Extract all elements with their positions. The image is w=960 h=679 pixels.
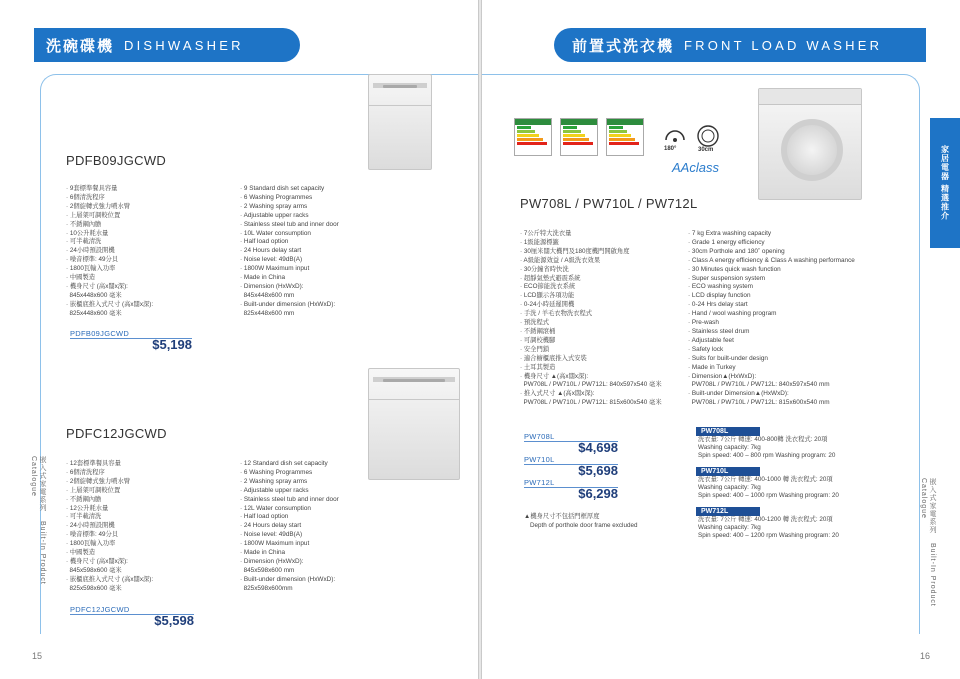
page-number: 15	[32, 651, 43, 661]
banner-title-zh: 洗碗碟機	[46, 37, 115, 55]
spec-item: · 不銹鋼內膽	[66, 221, 231, 230]
spec-item: PW708L / PW710L / PW712L: 815x600x540 毫米	[523, 399, 662, 407]
price-model-label: PW708L	[524, 432, 555, 441]
variant-line-2: Spin speed: 400 – 1200 rpm Washing program: 20	[698, 532, 839, 539]
price-value: $6,298	[578, 486, 618, 501]
price-tag	[524, 432, 618, 455]
spec-item: · 24 Hours delay start	[240, 522, 420, 531]
catalogue-side-text	[920, 478, 937, 628]
spec-item: · Noise level: 49dB(A)	[240, 531, 420, 540]
spec-item: · Super suspension system	[688, 275, 888, 284]
price-value: $5,698	[578, 463, 618, 478]
banner-title-en: FRONT LOAD WASHER	[684, 37, 883, 53]
spec-item: · 9套標準餐具容量	[66, 185, 231, 194]
spec-item: · 2個旋轉式強力噴水臂	[66, 203, 231, 212]
spec-item: · Suits for built-under design	[688, 355, 888, 364]
variant-line-1: Washing capacity: 7kg	[698, 444, 761, 451]
spec-item: · 30 Minutes quick wash function	[688, 266, 888, 275]
variant-line-2: Spin speed: 400 – 1000 rpm Washing program: 20	[698, 492, 839, 499]
spec-item: · 手洗 / 羊毛衣物洗衣程式	[520, 310, 700, 319]
model-title: PDFB09JGCWD	[66, 153, 167, 168]
spec-item: · 1800W Maximum input	[240, 540, 420, 549]
spec-item: · Dimension (HxWxD):	[240, 558, 420, 567]
spec-item: · Adjustable upper racks	[240, 212, 420, 221]
category-banner	[554, 28, 926, 62]
spec-item: · 2 Washing spray arms	[240, 478, 420, 487]
spec-item: · 適合櫥櫃底推入式安裝	[520, 355, 700, 364]
spec-item: · 可半載清洗	[66, 513, 231, 522]
page-number: 16	[920, 651, 931, 661]
footnote-en: Depth of porthole door frame excluded	[530, 522, 638, 529]
spec-item: · 6個清洗程序	[66, 469, 231, 478]
side-text-zh: 嵌入式家電系列	[929, 478, 936, 534]
spec-item: · 7公斤特大洗衣量	[520, 230, 700, 239]
variant-line-zh: 洗衣量: 7公斤 轉速: 400-800轉 洗衣程式: 20項	[698, 436, 828, 443]
spec-item: · 上層架可調較位置	[66, 212, 231, 221]
spec-item: · Pre-wash	[688, 319, 888, 328]
spec-item: · 6 Washing Programmes	[240, 194, 420, 203]
spec-item: · 不銹鋼滾桶	[520, 328, 700, 337]
price-value: $5,198	[152, 337, 192, 352]
spec-list-en	[240, 185, 420, 319]
spec-item: PW708L / PW710L / PW712L: 840x597x540 毫米	[523, 381, 662, 389]
banner-title-en: DISHWASHER	[124, 37, 244, 53]
spec-item: · ECO washing system	[688, 283, 888, 292]
variant-line-1: Washing capacity: 7kg	[698, 484, 761, 491]
spec-list-zh	[520, 230, 700, 408]
spec-item: · 0-24 Hrs delay start	[688, 301, 888, 310]
spec-item: · LCD顯示各項功能	[520, 292, 700, 301]
price-model-label: PDFB09JGCWD	[70, 329, 130, 338]
spec-item: · 安全門鎖	[520, 346, 700, 355]
spec-item: 825x598x600mm	[243, 584, 293, 592]
spec-item: · Half load option	[240, 238, 420, 247]
spec-item: · 嵌櫃底推入式尺寸 (高x闊x深):	[66, 576, 231, 585]
porthole-icon	[696, 124, 720, 148]
spec-item: · 中國製造	[66, 549, 231, 558]
side-category-tab: 家居電器 精選推介	[930, 118, 960, 248]
spec-item: · 中國製造	[66, 274, 231, 283]
spec-item: · A級能源效益 / A級洗衣效果	[520, 257, 700, 266]
spec-item: · 24小時預設開機	[66, 522, 231, 531]
energy-label-image	[606, 118, 644, 156]
spec-item: · 推入式尺寸 ▲(高x闊x深):	[520, 390, 700, 399]
spec-list-en	[240, 460, 420, 594]
spec-item: · Grade 1 energy efficiency	[688, 239, 888, 248]
spec-item: · 土耳其製造	[520, 364, 700, 373]
spec-item: · 1800瓦輸入功率	[66, 265, 231, 274]
price-value: $4,698	[578, 440, 618, 455]
spec-item: · 機身尺寸 (高x闊x深):	[66, 558, 231, 567]
variant-header: PW712L	[696, 507, 760, 516]
spec-item: · 機身尺寸 (高x闊x深):	[66, 283, 231, 292]
model-title: PW708L / PW710L / PW712L	[520, 196, 698, 211]
spec-item: · Noise level: 49dB(A)	[240, 256, 420, 265]
spec-item: · 12L Water consumption	[240, 505, 420, 514]
spec-item: · 噪音標準: 49分貝	[66, 256, 231, 265]
spec-list-en	[688, 230, 888, 408]
spec-item: · 12套標準餐具容量	[66, 460, 231, 469]
dishwasher-image-1	[368, 74, 432, 170]
variant-line-zh: 洗衣量: 7公斤 轉速: 400-1000 轉 洗衣程式: 20項	[698, 476, 833, 483]
spec-item: · 30厘米闊大機門及180度機門開啟角度	[520, 248, 700, 257]
spec-item: · Half load option	[240, 513, 420, 522]
variant-spec-box	[696, 507, 886, 540]
spec-item: · 6個清洗程序	[66, 194, 231, 203]
price-tag	[70, 329, 192, 352]
price-model-label: PDFC12JGCWD	[70, 605, 130, 614]
price-model-label: PW710L	[524, 455, 555, 464]
variant-header: PW710L	[696, 467, 760, 476]
energy-label-image	[514, 118, 552, 156]
model-title: PDFC12JGCWD	[66, 426, 167, 441]
spec-item: · 30cm Porthole and 180˚ opening	[688, 248, 888, 257]
spec-item: · Made in Turkey	[688, 364, 888, 373]
spec-item: · 2個旋轉式強力噴水臂	[66, 478, 231, 487]
spec-item: · 0-24小時延遲開機	[520, 301, 700, 310]
spec-item: · Stainless steel tub and inner door	[240, 221, 420, 230]
banner-title-zh: 前置式洗衣機	[572, 37, 675, 55]
spec-item: · 1級能源標籤	[520, 239, 700, 248]
spec-item: · 30分鐘省時快洗	[520, 266, 700, 275]
side-text-en: Built-In Product Catalogue	[30, 456, 46, 585]
spec-item: · 不銹鋼內膽	[66, 496, 231, 505]
spec-item: 825x448x600 毫米	[69, 309, 122, 317]
spec-item: · 機身尺寸 ▲(高x闊x深):	[520, 373, 700, 382]
spec-item: · 1800W Maximum input	[240, 265, 420, 274]
spec-item: · 1800瓦輸入功率	[66, 540, 231, 549]
spec-item: 845x448x600 毫米	[69, 291, 122, 299]
aa-class-badge: AAclass	[672, 160, 719, 175]
spec-item: · Built-under dimension (HxWxD):	[240, 301, 420, 310]
spec-item: 845x598x600 mm	[243, 566, 295, 574]
porthole-label: 30cm	[698, 147, 714, 153]
spec-item: · Stainless steel tub and inner door	[240, 496, 420, 505]
spec-item: · 24 Hours delay start	[240, 247, 420, 256]
spec-item: · 10公升耗水量	[66, 230, 231, 239]
spec-item: · 24小時預設開機	[66, 247, 231, 256]
energy-label-image	[560, 118, 598, 156]
right-page	[482, 0, 960, 679]
category-banner	[34, 28, 300, 62]
spec-item: · Hand / wool washing program	[688, 310, 888, 319]
variant-spec-box	[696, 467, 886, 500]
side-text-en: Built-In Product Catalogue	[920, 478, 936, 607]
price-tag	[70, 605, 194, 628]
spec-item: · 超靜氣墊式避震系統	[520, 275, 700, 284]
spec-item: · 2 Washing spray arms	[240, 203, 420, 212]
footnote	[524, 512, 637, 530]
spec-item: 825x598x600 毫米	[69, 584, 122, 592]
variant-line-zh: 洗衣量: 7公斤 轉速: 400-1200 轉 洗衣程式: 20項	[698, 516, 833, 523]
washer-image	[758, 88, 862, 200]
spec-item: · Safety lock	[688, 346, 888, 355]
spec-item: · Made in China	[240, 549, 420, 558]
spec-item: · Adjustable upper racks	[240, 487, 420, 496]
variant-header: PW708L	[696, 427, 760, 436]
spec-item: · 12公升耗水量	[66, 505, 231, 514]
spec-item: PW708L / PW710L / PW712L: 815x600x540 mm	[691, 399, 830, 407]
spec-item: 845x598x600 毫米	[69, 566, 122, 574]
spec-item: · Built-under Dimension▲(HxWxD):	[688, 390, 888, 399]
spec-item: · Dimension▲(HxWxD):	[688, 373, 888, 382]
spec-item: · Adjustable feet	[688, 337, 888, 346]
spec-list-zh	[66, 185, 231, 319]
spec-item: · 10L Water consumption	[240, 230, 420, 239]
spec-item: · 7 kg Extra washing capacity	[688, 230, 888, 239]
spec-item: · 12 Standard dish set capacity	[240, 460, 420, 469]
spec-item: · ECO節能洗衣系統	[520, 283, 700, 292]
spec-item: PW708L / PW710L / PW712L: 840x597x540 mm	[691, 381, 830, 389]
spec-item: · Dimension (HxWxD):	[240, 283, 420, 292]
spec-item: · 預洗程式	[520, 319, 700, 328]
spec-item: · Stainless steel drum	[688, 328, 888, 337]
spec-item: · 9 Standard dish set capacity	[240, 185, 420, 194]
spec-item: · 可調校機腳	[520, 337, 700, 346]
spec-item: · 上層架可調較位置	[66, 487, 231, 496]
spec-item: · 噪音標準: 49分貝	[66, 531, 231, 540]
variant-spec-box	[696, 427, 886, 460]
spec-item: · Made in China	[240, 274, 420, 283]
price-tag	[524, 455, 618, 478]
price-value: $5,598	[154, 613, 194, 628]
spec-item: · 嵌櫃底推入式尺寸 (高x闊x深):	[66, 301, 231, 310]
spec-item: 845x448x600 mm	[243, 291, 295, 299]
spec-item: · Built-under dimension (HxWxD):	[240, 576, 420, 585]
spec-item: · Class A energy efficiency & Class A washing performance	[688, 257, 888, 266]
spec-item: · 可半載清洗	[66, 238, 231, 247]
side-text-zh: 嵌入式家電系列	[39, 456, 46, 512]
spec-item: 825x448x600 mm	[243, 309, 295, 317]
spec-item: · 6 Washing Programmes	[240, 469, 420, 478]
spec-item: · LCD display function	[688, 292, 888, 301]
catalogue-side-text	[30, 456, 47, 626]
variant-line-1: Washing capacity: 7kg	[698, 524, 761, 531]
left-page	[0, 0, 478, 679]
variant-line-2: Spin speed: 400 – 800 rpm Washing program: 20	[698, 452, 836, 459]
door-angle-label: 180°	[664, 146, 677, 152]
spec-list-zh	[66, 460, 231, 594]
price-model-label: PW712L	[524, 478, 555, 487]
price-tag	[524, 478, 618, 501]
footnote-zh: ▲機身尺寸不包括門框厚度	[524, 513, 600, 520]
